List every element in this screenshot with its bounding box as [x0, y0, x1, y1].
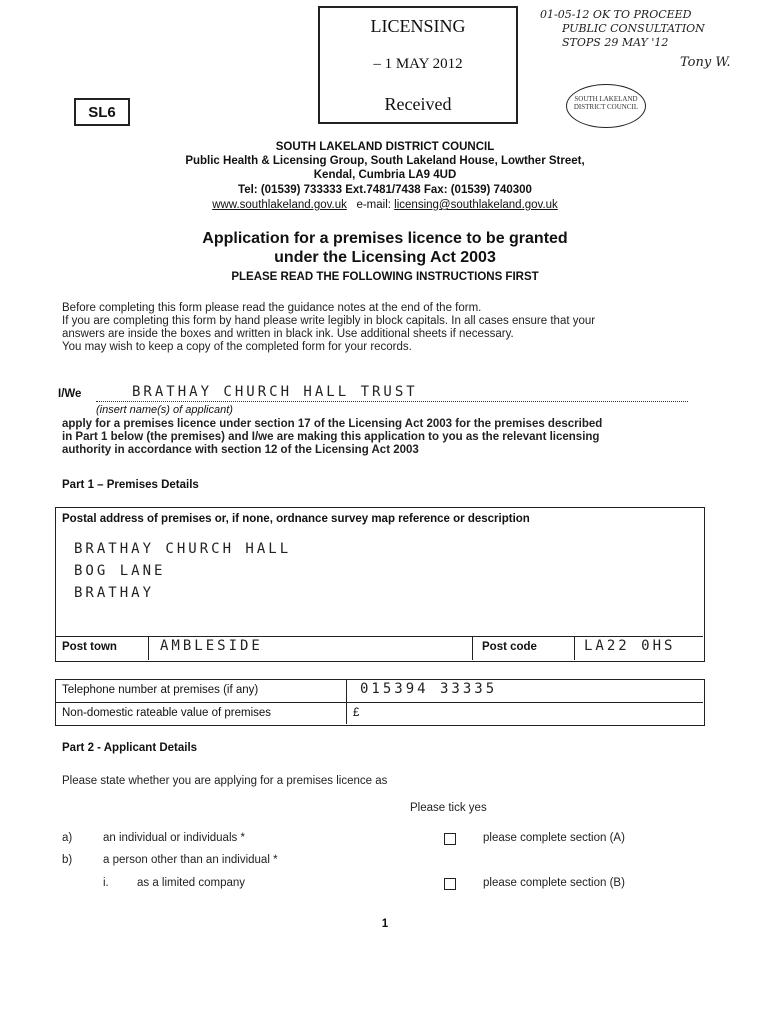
part2-question: Please state whether you are applying for a premises licence as	[62, 775, 388, 787]
applicant-name[interactable]: BRATHAY CHURCH HALL TRUST	[132, 384, 418, 400]
note-line-1: 01-05-12 OK TO PROCEED	[540, 8, 692, 21]
tick-header: Please tick yes	[410, 802, 487, 814]
option-bi-label: as a limited company	[137, 877, 246, 889]
council-contacts	[0, 198, 770, 212]
statement-line-2: in Part 1 below (the premises) and I/we are making this application to you as the relevant licensing	[62, 431, 600, 443]
council-telephone: Tel: (01539) 733333 Ext.7481/7438 Fax: (01539) 740300	[238, 184, 532, 196]
note-signature: Tony W.	[680, 55, 731, 70]
telephone-field[interactable]: 015394 33335	[360, 681, 498, 697]
stamp-received: Received	[384, 94, 452, 114]
address-line-1: BRATHAY CHURCH HALL	[74, 541, 292, 557]
address-line-2: BOG LANE	[74, 563, 166, 579]
option-a-marker: a)	[62, 832, 73, 844]
intro-line-2: If you are completing this form by hand please write legibly in block capitals. In all cases ensure that your	[62, 315, 596, 327]
post-town-label: Post town	[62, 641, 117, 653]
statement-line-1: apply for a premises licence under section 17 of the Licensing Act 2003 for the premises described	[62, 418, 603, 430]
telephone-label: Telephone number at premises (if any)	[62, 684, 259, 696]
council-address-1: Public Health & Licensing Group, South Lakeland House, Lowther Street,	[185, 155, 585, 167]
council-logo	[566, 84, 646, 128]
address-label: Postal address of premises or, if none, ordnance survey map reference or description	[62, 513, 530, 525]
form-code: SL6	[74, 98, 130, 126]
table-row-divider	[56, 702, 703, 703]
statement-line-3: authority in accordance with section 12 of the Licensing Act 2003	[62, 444, 419, 456]
option-bi-checkbox[interactable]	[444, 878, 456, 890]
address-field[interactable]	[74, 538, 291, 604]
logo-text: SOUTH LAKELAND DISTRICT COUNCIL	[573, 95, 639, 111]
rateable-value-field[interactable]: £	[353, 707, 360, 719]
note-line-3: STOPS 29 MAY '12	[562, 36, 669, 49]
post-code-divider	[574, 636, 575, 660]
option-b-label: a person other than an individual *	[103, 854, 278, 866]
applicant-name-line	[96, 401, 688, 402]
email-label: e-mail:	[356, 199, 391, 211]
post-code-field[interactable]: LA22 0HS	[584, 638, 676, 654]
rateable-label: Non-domestic rateable value of premises	[62, 707, 272, 719]
council-name: SOUTH LAKELAND DISTRICT COUNCIL	[275, 141, 495, 153]
intro-line-4: You may wish to keep a copy of the completed form for your records.	[62, 341, 412, 353]
part1-heading: Part 1 – Premises Details	[62, 479, 199, 491]
option-bi-marker: i.	[103, 877, 109, 889]
council-address-2: Kendal, Cumbria LA9 4UD	[313, 169, 457, 181]
applicant-hint: (insert name(s) of applicant)	[96, 404, 233, 416]
instructions-heading: PLEASE READ THE FOLLOWING INSTRUCTIONS FIRST	[231, 271, 539, 283]
note-line-2: PUBLIC CONSULTATION	[562, 22, 705, 35]
website-link[interactable]: www.southlakeland.gov.uk	[212, 199, 347, 211]
intro-line-1: Before completing this form please read the guidance notes at the end of the form.	[62, 302, 482, 314]
handwritten-note	[540, 8, 768, 70]
option-a-checkbox[interactable]	[444, 833, 456, 845]
premises-details-table	[55, 679, 705, 726]
form-title-1: Application for a premises licence to be granted	[202, 230, 568, 247]
intro-line-3: answers are inside the boxes and written in black ink. Use additional sheets if necessary.	[62, 328, 514, 340]
option-bi-action: please complete section (B)	[483, 877, 625, 889]
email-link[interactable]: licensing@southlakeland.gov.uk	[394, 199, 558, 211]
post-town-divider	[148, 636, 149, 660]
page-number: 1	[381, 918, 389, 930]
option-a-label: an individual or individuals *	[103, 832, 245, 844]
form-title-2: under the Licensing Act 2003	[274, 249, 496, 266]
address-line-3: BRATHAY	[74, 585, 155, 601]
option-a-action: please complete section (A)	[483, 832, 625, 844]
option-b-marker: b)	[62, 854, 73, 866]
stamp-date: – 1 MAY 2012	[373, 56, 463, 72]
premises-address-box	[55, 507, 705, 662]
post-code-label: Post code	[482, 641, 537, 653]
post-code-label-divider	[472, 636, 473, 660]
intro-paragraph	[62, 302, 595, 354]
stamp-title: LICENSING	[370, 16, 466, 36]
part2-heading: Part 2 - Applicant Details	[62, 742, 198, 754]
applicant-prefix: I/We	[58, 388, 82, 400]
received-stamp	[318, 6, 518, 124]
post-row-divider	[56, 636, 703, 637]
post-town-field[interactable]: AMBLESIDE	[160, 638, 263, 654]
applicant-statement	[62, 418, 602, 457]
